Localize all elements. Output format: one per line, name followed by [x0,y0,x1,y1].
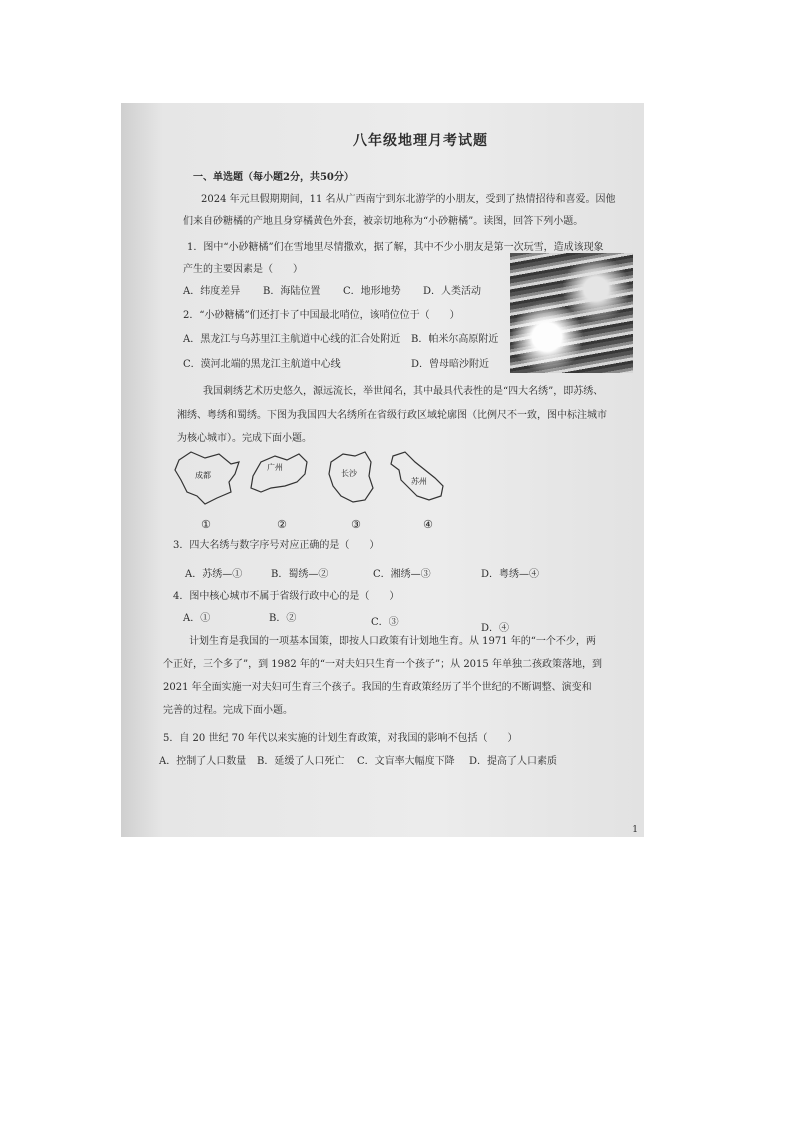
q3-option-b: B．蜀绣—② [271,569,329,580]
q3-option-c: C．湘绣—③ [373,569,431,580]
q5-option-a: A．控制了人口数量 [159,756,247,767]
q3-option-a: A．苏绣—① [185,569,243,580]
q4-stem: 4．图中核心城市不属于省级行政中心的是（ ） [173,591,400,602]
q5-option-d: D．提高了人口素质 [469,756,558,767]
intro3-line2: 个正好，三个多了”，到 1982 年的“一对夫妇只生育一个孩子”；从 2015 年单独二孩政策落地，到 [163,659,602,670]
q2-stem: 2．“小砂糖橘”们还打卡了中国最北哨位，该哨位位于（ ） [183,310,460,321]
q1-option-c: C．地形地势 [343,286,401,297]
map-label-2: ② [277,518,287,531]
q1-option-d: D．人类活动 [423,286,482,297]
map-city-4: 苏州 [411,477,427,486]
map-label-3: ③ [351,518,361,531]
q4-option-a: A．① [183,613,211,624]
intro3-line1: 计划生育是我国的一项基本国策，即按人口政策有计划地生育。从 1971 年的“一个不少，两 [189,636,596,647]
q5-option-c: C．文盲率大幅度下降 [357,756,455,767]
q4-option-b: B．② [269,613,297,624]
q5-option-b: B．延缓了人口死亡 [257,756,345,767]
map-label-4: ④ [423,518,433,531]
province-outline-maps [171,448,461,533]
q4-option-c: C．③ [371,617,399,628]
q4-option-d: D．④ [481,623,510,634]
q2-option-a: A．黑龙江与乌苏里江主航道中心线的汇合处附近 [183,334,401,345]
q1-option-b: B．海陆位置 [263,286,321,297]
jiangsu-outline [391,452,443,500]
q5-stem: 5．自 20 世纪 70 年代以来实施的计划生育政策，对我国的影响不包括（ ） [163,733,518,744]
map-city-3: 长沙 [341,469,357,478]
q2-option-b: B．帕米尔高原附近 [411,334,499,345]
page-title: 八年级地理月考试题 [353,133,488,149]
exam-page [121,103,644,837]
snow-photo [510,253,633,373]
intro2-line1: 我国刺绣艺术历史悠久，源远流长，举世闻名，其中最具代表性的是“四大名绣”，即苏绣、 [203,386,604,397]
map-city-1: 成都 [195,471,211,480]
map-label-1: ① [201,518,211,531]
section-heading: 一、单选题（每小题2分，共50分） [193,172,354,183]
q2-option-d: D．曾母暗沙附近 [411,359,490,370]
q1-stem-line2: 产生的主要因素是（ ） [183,264,303,275]
intro1-line2: 们来自砂糖橘的产地且身穿橘黄色外套，被亲切地称为“小砂糖橘”。读图，回答下列小题。 [183,216,584,227]
intro2-line2: 湘绣、粤绣和蜀绣。下图为我国四大名绣所在省级行政区域轮廓图（比例尺不一致，图中标注城市 [177,410,607,421]
map-city-2: 广州 [267,463,283,472]
page-number: 1 [632,825,638,835]
guangdong-outline [251,454,307,492]
q1-option-a: A．纬度差异 [183,286,241,297]
q1-stem-line1: 1．图中“小砂糖橘”们在雪地里尽情撒欢，据了解，其中不少小朋友是第一次玩雪，造成该现象 [187,242,604,253]
q2-option-c: C．漠河北端的黑龙江主航道中心线 [183,359,341,370]
intro3-line4: 完善的过程。完成下面小题。 [163,705,293,716]
intro1-line1: 2024 年元旦假期期间，11 名从广西南宁到东北游学的小朋友，受到了热情招待和喜爱。因他 [201,194,616,205]
intro3-line3: 2021 年全面实施一对夫妇可生育三个孩子。我国的生育政策经历了半个世纪的不断调整、演变和 [163,682,592,693]
q3-option-d: D．粤绣—④ [481,569,540,580]
intro2-line3: 为核心城市）。完成下面小题。 [177,433,312,444]
q3-stem: 3．四大名绣与数字序号对应正确的是（ ） [173,540,380,551]
